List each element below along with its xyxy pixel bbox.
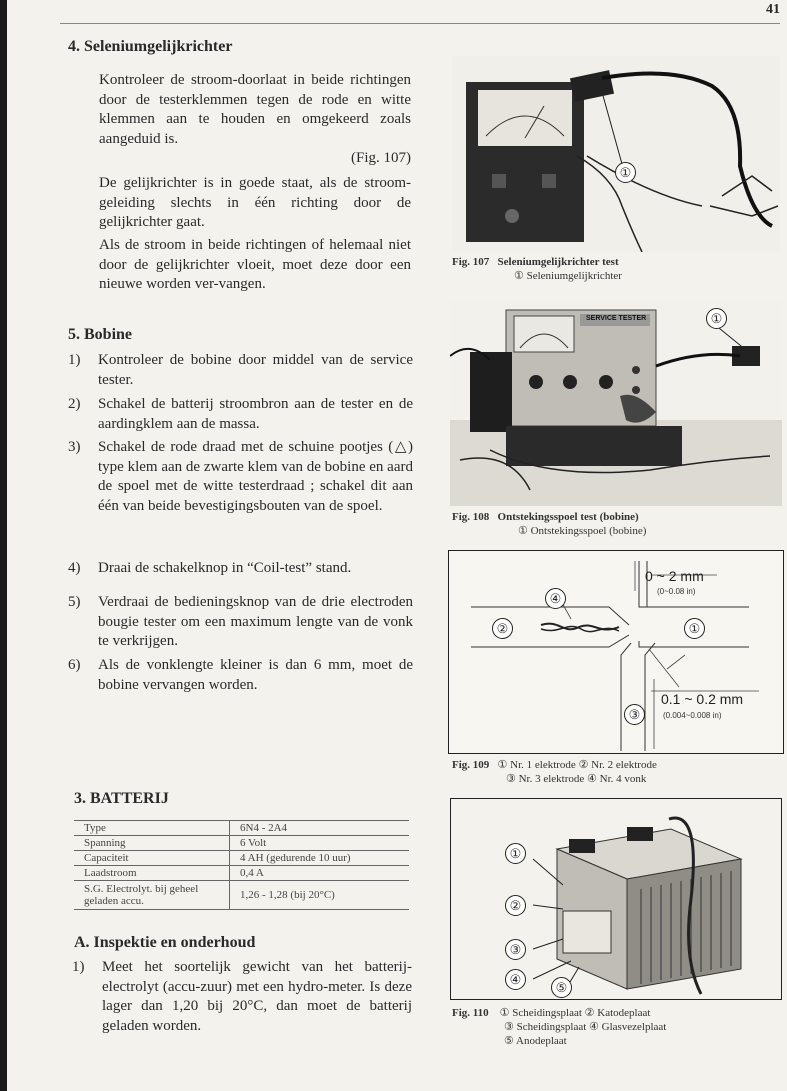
fig109-callout-4: ④: [545, 588, 566, 609]
spec-label: Type: [74, 821, 230, 836]
fig107-label: Fig. 107: [452, 256, 490, 268]
fig110-callout-3: ③: [505, 939, 526, 960]
selenium-para-2: De gelijkrichter is in goede staat, als de stroom-geleiding slechts in één richting door de gelijkrichter gaat.: [99, 175, 411, 230]
fig109-legend-1: ① Nr. 1 elektrode ② Nr. 2 elektrode: [497, 759, 657, 771]
fig110-callout-1: ①: [505, 843, 526, 864]
fig109-callout-1: ①: [684, 618, 705, 639]
table-row: [74, 821, 409, 836]
step-text: Draai de schakelknop in “Coil-test” stand.: [98, 560, 352, 576]
step-text: Als de vonklengte kleiner is dan 6 mm, moet de bobine vervangen worden.: [98, 657, 413, 693]
bobine-step: [68, 559, 413, 579]
spec-value: 4 AH (gedurende 10 uur): [230, 851, 410, 866]
table-row: [74, 836, 409, 851]
spec-value: 6 Volt: [230, 836, 410, 851]
selenium-para-1: Kontroleer de stroom-doorlaat in beide richtingen door de testerklemmen tegen de rode en witte klemmen aan te houden en omgekeerd zoals aangeduid is.: [99, 72, 411, 147]
fig109-gap1-inch: (0~0.08 in): [657, 587, 696, 596]
fig110-callout-5: ⑤: [551, 977, 572, 998]
fig110-photo: [450, 798, 782, 1000]
fig108-photo: [450, 300, 782, 506]
fig109-caption: [452, 758, 657, 786]
fig107-photo: [452, 56, 780, 252]
selenium-para-3: Als de stroom in beide richtingen of helemaal niet door de gelijkrichter vloeit, moet deze door een nieuwe worden ver-vangen.: [99, 237, 411, 292]
fig110-callout-4: ④: [505, 969, 526, 990]
fig107-callout-1: ①: [615, 162, 636, 183]
bobine-heading: 5. Bobine: [68, 326, 133, 343]
fig109-label: Fig. 109: [452, 759, 490, 771]
inspectie-step: [72, 958, 412, 1036]
step-number: 6): [68, 657, 81, 673]
inspectie-heading: A. Inspektie en onderhoud: [74, 934, 256, 951]
spec-value: 6N4 - 2A4: [230, 821, 410, 836]
fig110-illustration: [451, 799, 781, 999]
fig108-title: Ontstekingsspoel test (bobine): [497, 511, 639, 523]
step-number: 4): [68, 560, 81, 576]
bobine-step: [68, 438, 413, 516]
fig107-caption: [452, 255, 622, 283]
fig110-callout-2: ②: [505, 895, 526, 916]
step-number: 2): [68, 396, 81, 412]
fig108-callout-1: ①: [706, 308, 727, 329]
step-number: 3): [68, 439, 81, 455]
fig108-caption: [452, 510, 646, 538]
fig109-callout-2: ②: [492, 618, 513, 639]
fig108-panel-text: SERVICE TESTER: [586, 315, 647, 322]
fig108-legend: ① Ontstekingsspoel (bobine): [518, 525, 647, 537]
spec-label: S.G. Electrolyt. bij geheel geladen accu.: [74, 881, 230, 910]
fig109-callout-3: ③: [624, 704, 645, 725]
fig107-legend: ① Seleniumgelijkrichter: [514, 270, 622, 282]
fig109-illustration: [449, 551, 783, 753]
fig110-legend-1: ① Scheidingsplaat ② Katodeplaat: [499, 1007, 651, 1019]
bobine-step: [68, 351, 413, 390]
fig109-legend-2: ③ Nr. 3 elektrode ④ Nr. 4 vonk: [506, 773, 647, 785]
fig107-illustration: [452, 56, 780, 252]
step-text: Schakel de rode draad met de schuine pootjes (△) type klem aan de zwarte klem van de bobine en aard de spoel met de witte testerdraad ; schakel dit aan één van beide bevestigingsbouten van de spoel.: [98, 439, 413, 514]
bobine-step: [68, 656, 413, 695]
batterij-heading: 3. BATTERIJ: [74, 790, 169, 807]
spec-label: Laadstroom: [74, 866, 230, 881]
fig109-gap2: 0.1 ~ 0.2 mm: [661, 691, 744, 707]
table-row: [74, 881, 409, 910]
fig107-title: Seleniumgelijkrichter test: [497, 256, 619, 268]
fig110-legend-2: ③ Scheidingsplaat ④ Glasvezelplaat: [504, 1021, 667, 1033]
spec-label: Capaciteit: [74, 851, 230, 866]
step-text: Schakel de batterij stroombron aan de tester en de aardingklem aan de massa.: [98, 396, 413, 432]
fig109-spark-gap-diagram: [448, 550, 784, 754]
table-row: [74, 851, 409, 866]
step-text: Verdraai de bedieningsknop van de drie electroden bougie tester om een maximum lengte van de vonk te verkrijgen.: [98, 594, 413, 649]
spec-value: 1,26 - 1,28 (bij 20°C): [230, 881, 410, 910]
fig110-legend-3: ⑤ Anodeplaat: [504, 1035, 567, 1047]
spec-value: 0,4 A: [230, 866, 410, 881]
selenium-heading: 4. Seleniumgelijkrichter: [68, 38, 233, 55]
fig109-gap1: 0 ~ 2 mm: [645, 568, 704, 584]
fig109-gap2-inch: (0.004~0.008 in): [663, 711, 722, 720]
fig110-caption: [452, 1006, 666, 1048]
binding-strip: [0, 0, 7, 1091]
spec-label: Spanning: [74, 836, 230, 851]
top-rule: [60, 23, 780, 24]
page-number: 41: [766, 2, 780, 17]
step-text: Meet het soortelijk gewicht van het batterij-electrolyt (accu-zuur) met een hydro-meter. Is deze lager dan 1,20 bij 20°C, dan moet de batterij geladen worden.: [102, 959, 412, 1034]
fig108-label: Fig. 108: [452, 511, 490, 523]
selenium-fig-ref: (Fig. 107): [351, 150, 411, 166]
step-number: 5): [68, 594, 81, 610]
table-row: [74, 866, 409, 881]
bobine-step: [68, 395, 413, 434]
fig110-label: Fig. 110: [452, 1007, 489, 1019]
step-number: 1): [72, 959, 85, 975]
step-number: 1): [68, 352, 81, 368]
bobine-step: [68, 593, 413, 652]
battery-spec-table: [74, 820, 409, 910]
step-text: Kontroleer de bobine door middel van de service tester.: [98, 352, 413, 388]
fig108-illustration: [450, 300, 782, 506]
